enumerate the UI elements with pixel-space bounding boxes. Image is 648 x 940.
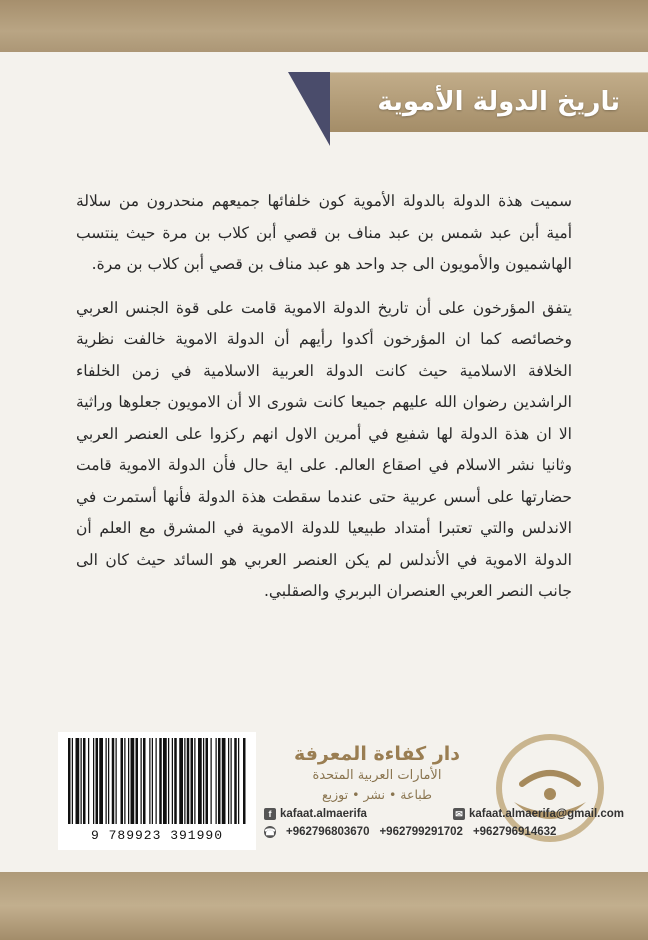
barcode-bar bbox=[121, 738, 124, 824]
barcode-bar bbox=[108, 738, 109, 824]
barcode-bar bbox=[216, 738, 217, 824]
isbn-barcode bbox=[58, 732, 256, 850]
phone-row bbox=[264, 826, 628, 838]
barcode-bar bbox=[184, 738, 185, 824]
barcode-bar bbox=[124, 738, 125, 824]
barcode-bar bbox=[238, 738, 239, 824]
barcode-bar bbox=[203, 738, 204, 824]
facebook-icon: f bbox=[264, 808, 276, 820]
book-title: تاريخ الدولة الأموية bbox=[377, 87, 620, 117]
barcode-digits: 9 789923 391990 bbox=[90, 828, 224, 843]
barcode-bar bbox=[234, 738, 237, 824]
barcode-bar bbox=[96, 738, 99, 824]
barcode-bar bbox=[88, 738, 89, 824]
barcode-bar bbox=[172, 738, 173, 824]
barcode-bar bbox=[68, 738, 71, 824]
barcode-bar bbox=[93, 738, 94, 824]
bottom-gold-band bbox=[0, 872, 648, 940]
phone-2: +962799291702 bbox=[379, 826, 463, 838]
barcode-bar bbox=[168, 738, 169, 824]
back-cover-description bbox=[76, 186, 572, 608]
email-contact bbox=[453, 808, 624, 820]
barcode-bar bbox=[191, 738, 194, 824]
barcode-bar bbox=[228, 738, 229, 824]
publisher-services: طباعة • نشر • توزيع bbox=[322, 787, 432, 802]
barcode-bar bbox=[206, 738, 209, 824]
publisher-country: الأمارات العربية المتحدة bbox=[312, 768, 442, 783]
barcode-bar bbox=[141, 738, 142, 824]
barcode-bar bbox=[72, 738, 73, 824]
barcode-bar bbox=[174, 738, 177, 824]
paragraph-1: سميت هذة الدولة بالدولة الأموية كون خلفائها جميعهم منحدرون من سلالة أمية أبن عبد شمس بن عبد مناف بن قصي أبن كلاب بن مرة حيث ينتسب الهاشميون والأمويون الى جد واحد هو عبد مناف بن قصي أبن كلاب بن مرة. bbox=[76, 192, 572, 273]
barcode-bar bbox=[116, 738, 117, 824]
barcode-bar bbox=[76, 738, 80, 824]
paragraph-2: يتفق المؤرخون على أن تاريخ الدولة الاموية قامت على قوة الجنس العربي وخصائصه كما ان المؤرخون أكدوا رأيهم أن الدولة الاموية خالفت نظرية الخلافة الاسلامية حيث كانت الدولة العربية الاسلامية في زمن الخلفاء الراشدين رضوان الله عليهم جميعا كانت شورى الا أن الامويون جعلوها وراثية الا ان هذة الدولة لها شفيع في أمرين الاول انهم ركزوا على العنصر العربي وثانيا نشر الاسلام في اصقاع العالم. على اية حال فأن الدولة الاموية قامت حضارتها على أسس عربية حتى عندما سقطت هذة الدولة فأنها أستمرت في الاندلس والتي تعتبرا أمتداد طبيعيا للدولة الاموية في المشرق مع العلم أن الدولة الاموية في الأندلس لم يكن العنصر العربي هو السائد حيث كان الى جانب النصر العربي العنصران البربري والصقلبي. bbox=[76, 298, 572, 600]
contact-row bbox=[264, 808, 624, 820]
barcode-bar bbox=[81, 738, 82, 824]
barcode-bar bbox=[159, 738, 162, 824]
barcode-bar bbox=[231, 738, 232, 824]
barcode-bar bbox=[156, 738, 157, 824]
barcode-bar bbox=[152, 738, 153, 824]
barcode-bar bbox=[83, 738, 86, 824]
barcode-bar bbox=[179, 738, 183, 824]
barcode-bars bbox=[64, 738, 250, 826]
barcode-bar bbox=[243, 738, 246, 824]
barcode-bar bbox=[112, 738, 115, 824]
email-address: kafaat.almaerifa@gmail.com bbox=[468, 808, 624, 820]
facebook-contact bbox=[264, 808, 367, 820]
barcode-bar bbox=[218, 738, 221, 824]
barcode-bar bbox=[99, 738, 103, 824]
barcode-bar bbox=[163, 738, 167, 824]
phone-3: +962796914632 bbox=[472, 826, 557, 838]
phone-1: +962796803670 bbox=[286, 826, 370, 838]
barcode-bar bbox=[106, 738, 107, 824]
barcode-bar bbox=[187, 738, 190, 824]
barcode-bar bbox=[211, 738, 212, 824]
barcode-bar bbox=[128, 738, 129, 824]
barcode-bar bbox=[222, 738, 226, 824]
top-gold-band bbox=[0, 0, 648, 52]
barcode-bar bbox=[149, 738, 150, 824]
barcode-bar bbox=[143, 738, 146, 824]
barcode-bar bbox=[136, 738, 139, 824]
barcode-bar bbox=[198, 738, 202, 824]
email-icon: ✉ bbox=[453, 808, 465, 820]
barcode-bar bbox=[131, 738, 135, 824]
barcode-bar bbox=[194, 738, 195, 824]
facebook-handle: kafaat.almaerifa bbox=[280, 808, 367, 820]
phone-icon: ☎ bbox=[264, 827, 276, 837]
publisher-name: دار كفاءة المعرفة bbox=[293, 743, 461, 765]
